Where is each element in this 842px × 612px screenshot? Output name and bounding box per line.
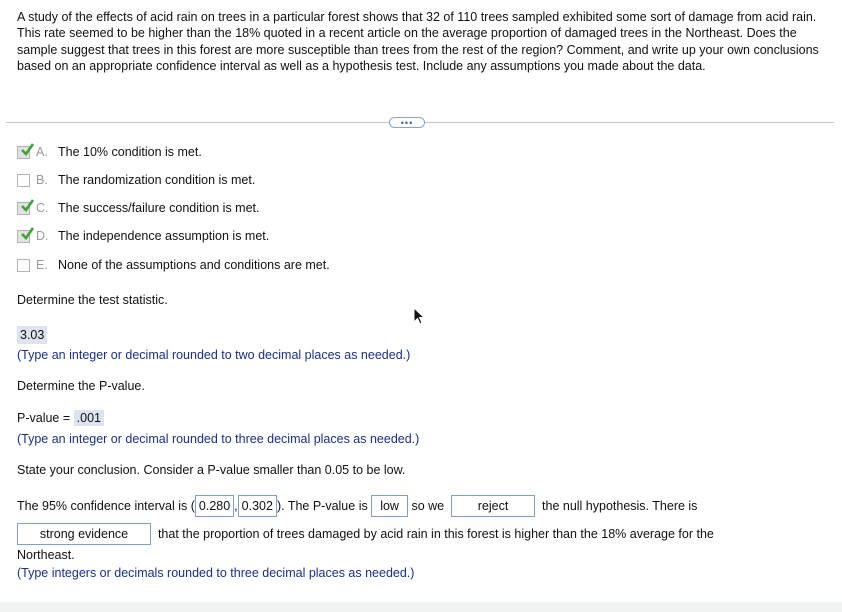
p-value-level-select[interactable]: low	[371, 495, 408, 517]
option-e[interactable]	[17, 256, 330, 274]
option-c[interactable]	[17, 199, 259, 217]
after-decision-text: the null hypothesis. There is	[542, 499, 698, 513]
option-letter: C.	[36, 201, 49, 215]
option-label: The randomization condition is met.	[58, 173, 256, 187]
option-letter: B.	[36, 173, 48, 187]
option-label: The success/failure condition is met.	[58, 201, 260, 215]
so-we-text: so we	[411, 499, 445, 513]
decision-select[interactable]: reject	[451, 495, 535, 517]
after-evidence-text: that the proportion of trees damaged by acid rain in this forest is higher than the 18% average for the	[157, 527, 714, 541]
option-label: None of the assumptions and conditions are met.	[58, 258, 330, 272]
p-value-hint: (Type an integer or decimal rounded to three decimal places as needed.)	[17, 432, 420, 446]
ci-lower-input[interactable]: 0.280	[195, 495, 234, 517]
test-statistic-answer[interactable]: 3.03	[17, 326, 47, 344]
checkmark-icon	[21, 143, 34, 156]
checkbox-a[interactable]	[17, 146, 30, 159]
option-letter: E.	[36, 258, 48, 272]
option-label: The 10% condition is met.	[58, 145, 202, 159]
test-statistic-prompt: Determine the test statistic.	[17, 293, 168, 307]
option-d[interactable]	[17, 227, 269, 245]
conclusion-prompt: State your conclusion. Consider a P-value smaller than 0.05 to be low.	[17, 463, 406, 477]
checkmark-icon	[21, 199, 34, 212]
checkbox-c[interactable]	[17, 202, 30, 215]
problem-statement: A study of the effects of acid rain on trees in a particular forest shows that 32 of 110 trees sampled exhibited some sort of damage from acid rain. This rate seemed to be higher than the 18% quoted in a recent article on the average proportion of damaged trees in the Northeast. Does the sample suggest that trees in this forest are more susceptible than trees from the rest of the region? Comment, and write up your own conclusions based on an appropriate confidence interval as well as a hypothesis test. Include any assumptions you made about the data.	[17, 10, 819, 74]
checkbox-e[interactable]	[17, 259, 30, 272]
conclusion-line-1	[17, 494, 697, 518]
checkbox-b[interactable]	[17, 174, 30, 187]
open-paren: (	[190, 499, 195, 513]
p-value-label: P-value =	[17, 411, 71, 425]
option-b[interactable]	[17, 171, 255, 189]
comma: ,	[234, 499, 238, 513]
conclusion-hint: (Type integers or decimals rounded to three decimal places as needed.)	[17, 566, 415, 580]
evidence-select[interactable]: strong evidence	[17, 523, 151, 545]
after-ci-text: ). The P-value is	[276, 499, 368, 513]
expand-more-button[interactable]: •••	[389, 117, 425, 128]
mouse-cursor-icon	[413, 307, 425, 325]
checkbox-d[interactable]	[17, 230, 30, 243]
test-statistic-hint: (Type an integer or decimal rounded to two decimal places as needed.)	[17, 348, 411, 362]
conclusion-line-2	[17, 522, 714, 546]
option-letter: D.	[36, 229, 49, 243]
ci-upper-input[interactable]: 0.302	[238, 495, 277, 517]
checkmark-icon	[21, 227, 34, 240]
conclusion-last-word: Northeast.	[17, 548, 75, 562]
option-letter: A.	[36, 145, 48, 159]
p-value-prompt: Determine the P-value.	[17, 379, 145, 393]
p-value-answer[interactable]: .001	[74, 410, 104, 426]
ci-prefix-text: The 95% confidence interval is	[17, 499, 188, 513]
p-value-row	[17, 411, 104, 425]
option-a[interactable]	[17, 143, 202, 161]
option-label: The independence assumption is met.	[58, 229, 270, 243]
